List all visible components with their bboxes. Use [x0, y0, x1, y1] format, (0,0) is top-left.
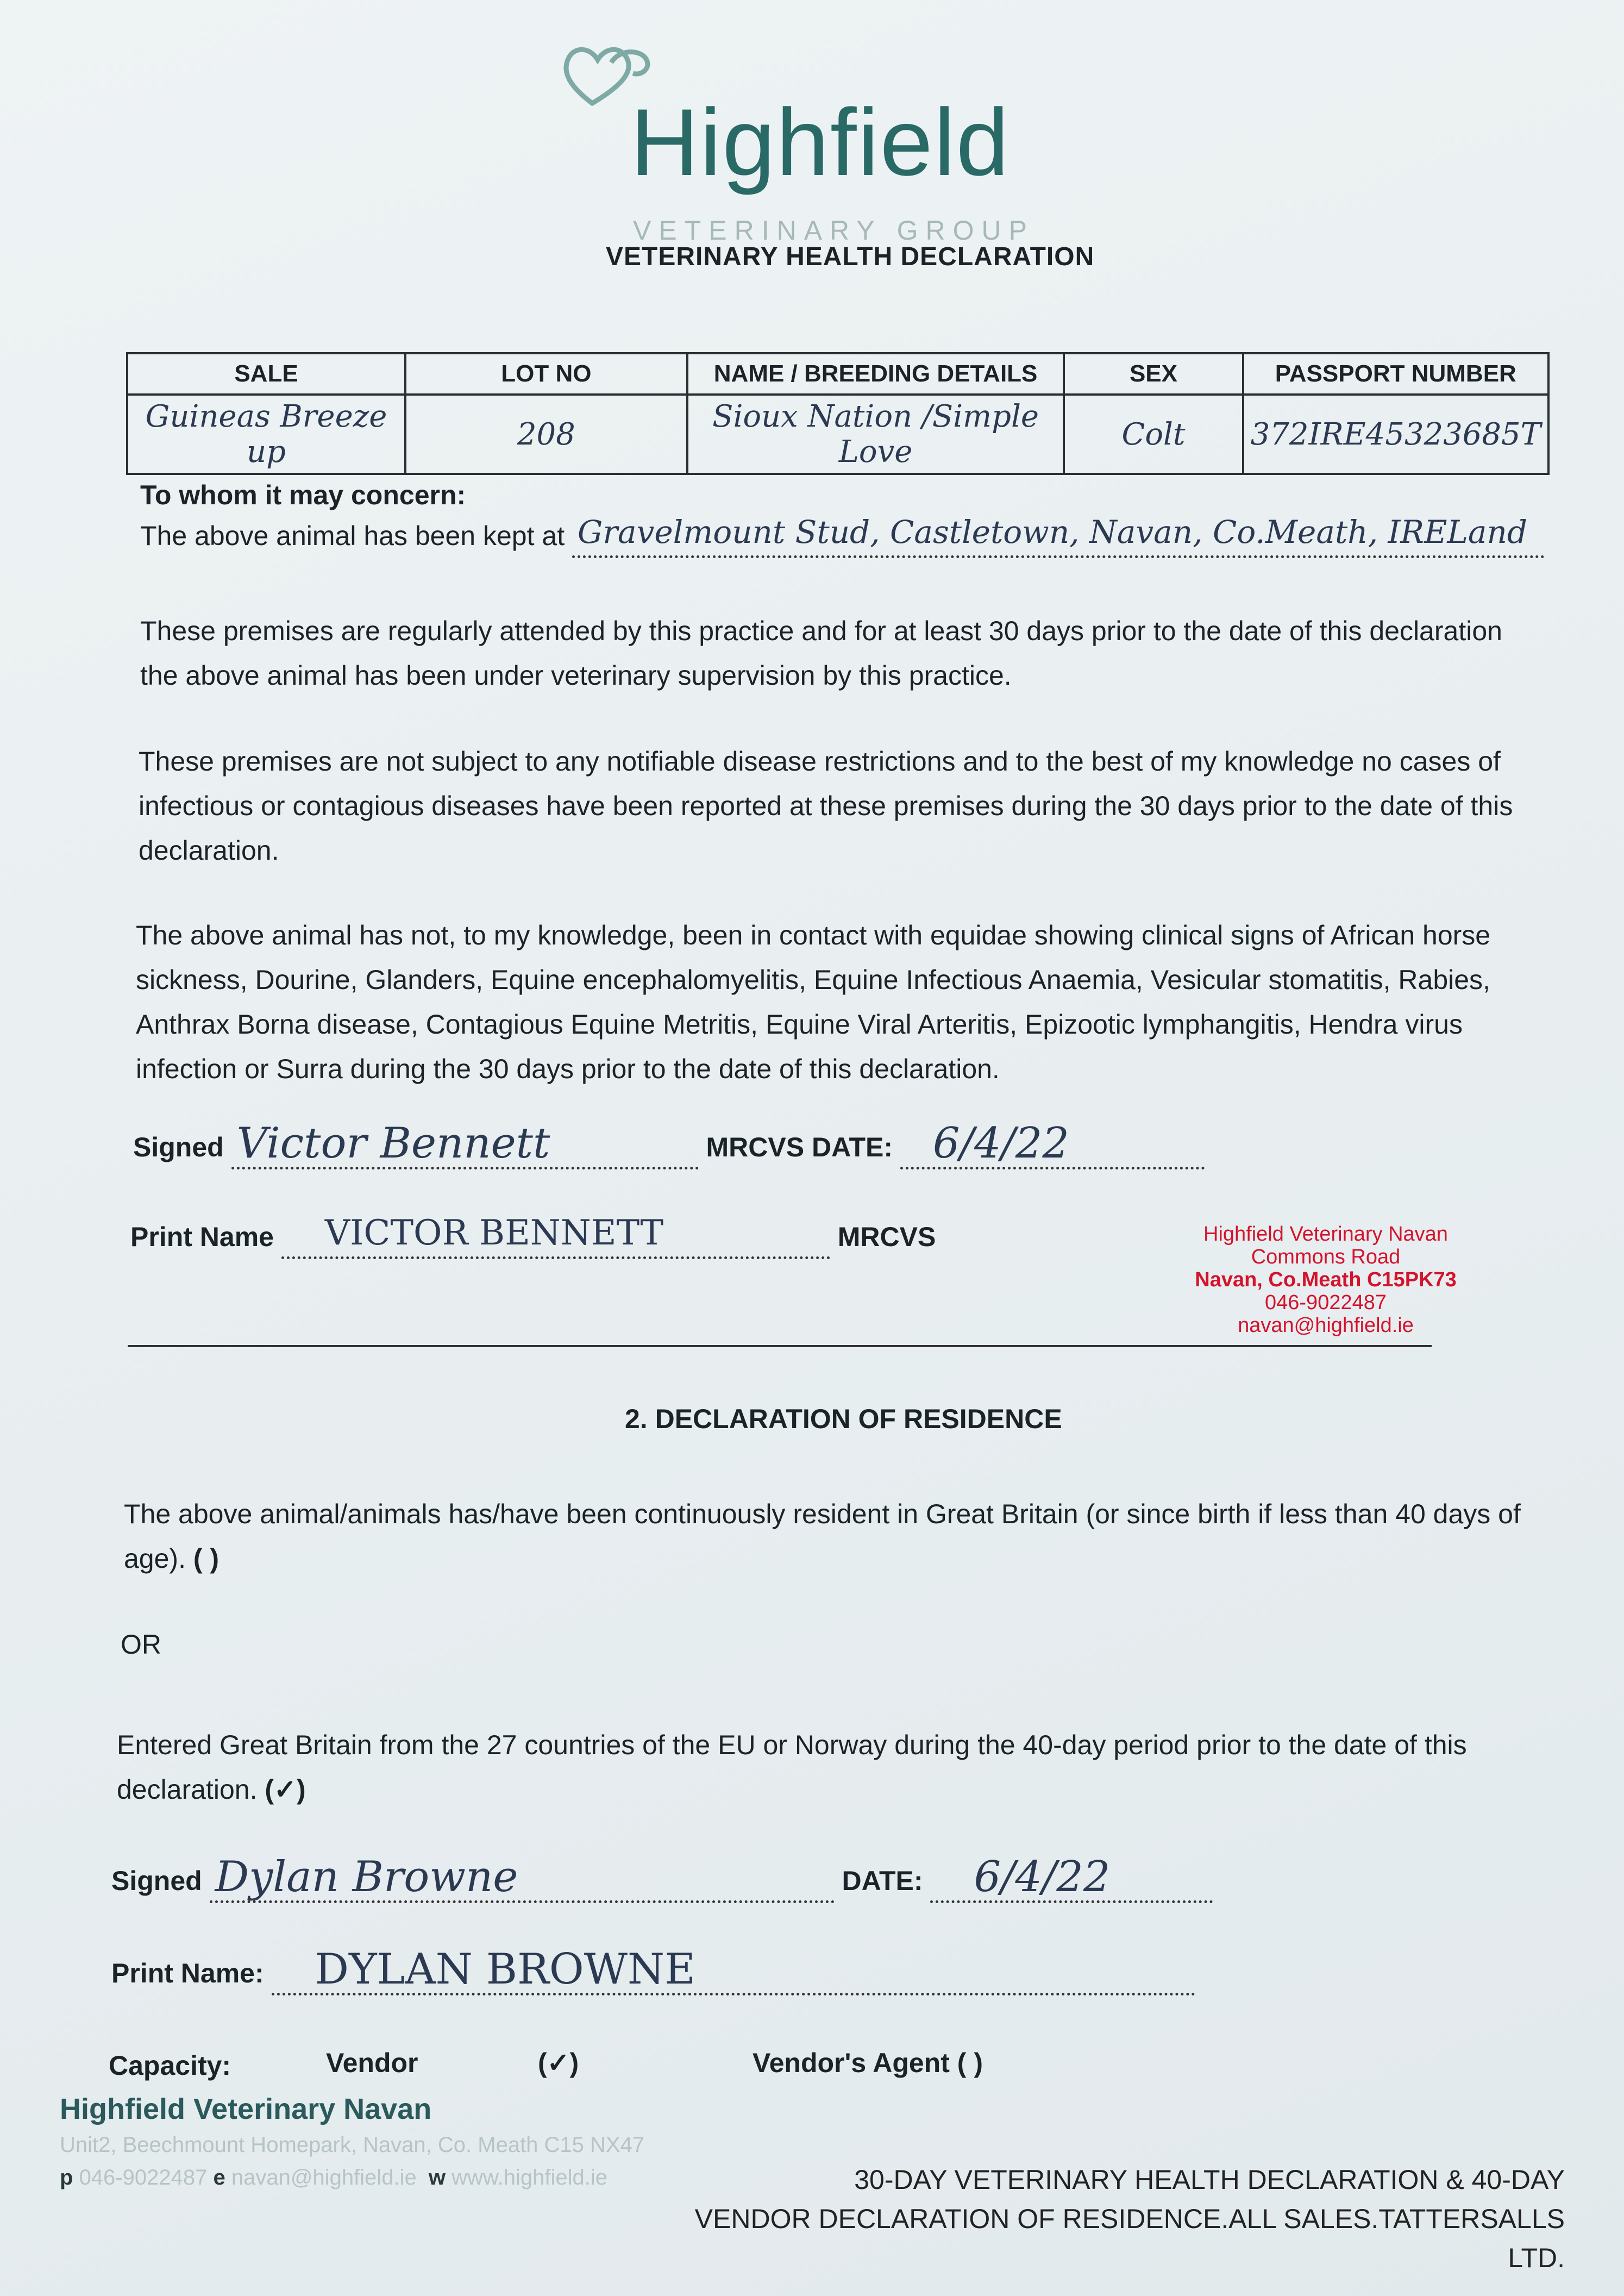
practice-stamp	[1163, 1223, 1489, 1337]
page-title: VETERINARY HEALTH DECLARATION	[606, 242, 1095, 271]
footer-phone: 046-9022487	[79, 2166, 208, 2189]
vendor-signature: Dylan Browne	[215, 1853, 518, 1901]
vet-date-field	[900, 1119, 1205, 1169]
vet-print-name-line	[130, 1215, 936, 1259]
footer-form-title	[652, 2160, 1565, 2278]
cell-sex: Colt	[1064, 395, 1243, 474]
mrcvs-date-label: MRCVS DATE:	[706, 1132, 893, 1162]
email-label: e	[213, 2166, 225, 2189]
vendor-print-name-field	[272, 1945, 1195, 1995]
mrcvs-label: MRCVS	[837, 1222, 936, 1252]
residence-option-2-mark: (✓)	[265, 1774, 306, 1805]
logo-wordmark: Highfield	[630, 90, 1010, 196]
cell-name: Sioux Nation /Simple Love	[687, 395, 1064, 474]
stamp-line: Highfield Veterinary Navan	[1203, 1223, 1448, 1246]
footer-address: Unit2, Beechmount Homepark, Navan, Co. Meath C15 NX47	[60, 2133, 645, 2157]
residence-option-1-mark: ( )	[193, 1543, 220, 1574]
sale-details-table	[126, 352, 1550, 475]
column-header-sex: SEX	[1064, 353, 1243, 395]
vendor-date-label: DATE:	[842, 1866, 923, 1896]
vet-signature-field	[231, 1119, 699, 1169]
vendor-print-name: DYLAN BROWNE	[315, 1945, 696, 1994]
vendor-print-name-line	[111, 1945, 1195, 1995]
stamp-line: Commons Road	[1251, 1246, 1401, 1268]
or-label: OR	[121, 1629, 161, 1660]
kept-at-field	[572, 514, 1545, 558]
residence-option-2-text: Entered Great Britain from the 27 countries of the EU or Norway during the 40-day period prior to the date of this declaration.	[117, 1730, 1467, 1805]
vet-print-name: VICTOR BENNETT	[324, 1213, 664, 1253]
paragraph-supervision: These premises are regularly attended by this practice and for at least 30 days prior to the date of this declaration the above animal has been under veterinary supervision by this practice.	[140, 616, 1502, 691]
vendor-date: 6/4/22	[974, 1853, 1111, 1901]
stamp-line: Navan, Co.Meath C15PK73	[1195, 1268, 1457, 1291]
vendor-signed-line	[111, 1853, 1213, 1903]
cell-lot-no: 208	[405, 395, 687, 474]
kept-at-label: The above animal has been kept at	[140, 521, 565, 551]
column-header-sale: SALE	[127, 353, 405, 395]
vendor-mark: (✓)	[538, 2048, 579, 2078]
paragraph-restrictions: These premises are not subject to any notifiable disease restrictions and to the best of my knowledge no cases of infectious or contagious diseases have been reported at these premises during the 30 days prior to the date of this declaration.	[139, 746, 1513, 866]
vet-date: 6/4/22	[932, 1119, 1069, 1168]
web-label: w	[428, 2166, 446, 2189]
vet-print-name-label: Print Name	[130, 1222, 274, 1252]
vendor-signature-field	[210, 1853, 835, 1903]
table-header-row	[127, 353, 1548, 395]
vet-signed-line	[133, 1119, 1205, 1169]
footer-contact	[60, 2166, 607, 2190]
vendor-date-field	[930, 1853, 1213, 1903]
kept-at-value: Gravelmount Stud, Castletown, Navan, Co.Meath, IRELand	[578, 514, 1527, 550]
stamp-line: 046-9022487	[1265, 1291, 1387, 1314]
cell-sale: Guineas Breeze up	[127, 395, 405, 474]
salutation: To whom it may concern:	[140, 480, 466, 510]
section-divider	[128, 1345, 1432, 1347]
vendors-agent-mark: ( )	[957, 2048, 983, 2078]
vet-signature: Victor Bennett	[236, 1119, 550, 1168]
vet-signed-label: Signed	[133, 1132, 224, 1162]
vendor-label: Vendor	[326, 2048, 418, 2078]
vendor-print-name-label: Print Name:	[111, 1958, 264, 1988]
footer-practice-name: Highfield Veterinary Navan	[60, 2093, 432, 2125]
cell-passport: 372IRE45323685T	[1243, 395, 1548, 474]
footer-form-title-line-1: 30-DAY VETERINARY HEALTH DECLARATION & 40-DAY	[854, 2164, 1565, 2195]
stamp-line: navan@highfield.ie	[1238, 1314, 1414, 1337]
column-header-lot-no: LOT NO	[405, 353, 687, 395]
footer-email: navan@highfield.ie	[231, 2166, 417, 2189]
residence-option-2	[117, 1723, 1557, 1812]
footer-form-title-line-2: VENDOR DECLARATION OF RESIDENCE.ALL SALES.TATTERSALLS LTD.	[694, 2204, 1565, 2273]
column-header-name: NAME / BREEDING DETAILS	[687, 353, 1064, 395]
vendors-agent	[753, 2041, 983, 2085]
residence-heading: 2. DECLARATION OF RESIDENCE	[625, 1404, 1062, 1434]
residence-option-1	[124, 1492, 1564, 1581]
vendors-agent-label: Vendor's Agent	[753, 2048, 950, 2078]
kept-at-line	[140, 514, 1596, 558]
footer-web: www.highfield.ie	[452, 2166, 607, 2189]
column-header-passport: PASSPORT NUMBER	[1243, 353, 1548, 395]
vendor-signed-label: Signed	[111, 1866, 202, 1896]
vet-print-name-field	[281, 1213, 830, 1259]
logo-subtitle: VETERINARY GROUP	[633, 215, 1034, 246]
table-row	[127, 395, 1548, 474]
capacity-label: Capacity:	[109, 2050, 231, 2081]
paragraph-contact: The above animal has not, to my knowledge, been in contact with equidae showing clinical signs of African horse sickness, Dourine, Glanders, Equine encephalomyelitis, Equine Infectious Anaemia, Vesicular stomatitis, Rabies, Anthrax Borna disease, Contagious Equine Metritis, Equine Viral Arteritis, Epizootic lymphangitis, Hendra virus infection or Surra during the 30 days prior to the date of this declaration.	[136, 920, 1491, 1084]
phone-label: p	[60, 2166, 73, 2189]
residence-option-1-text: The above animal/animals has/have been continuously resident in Great Britain (or since birth if less than 40 days of age).	[124, 1499, 1521, 1574]
